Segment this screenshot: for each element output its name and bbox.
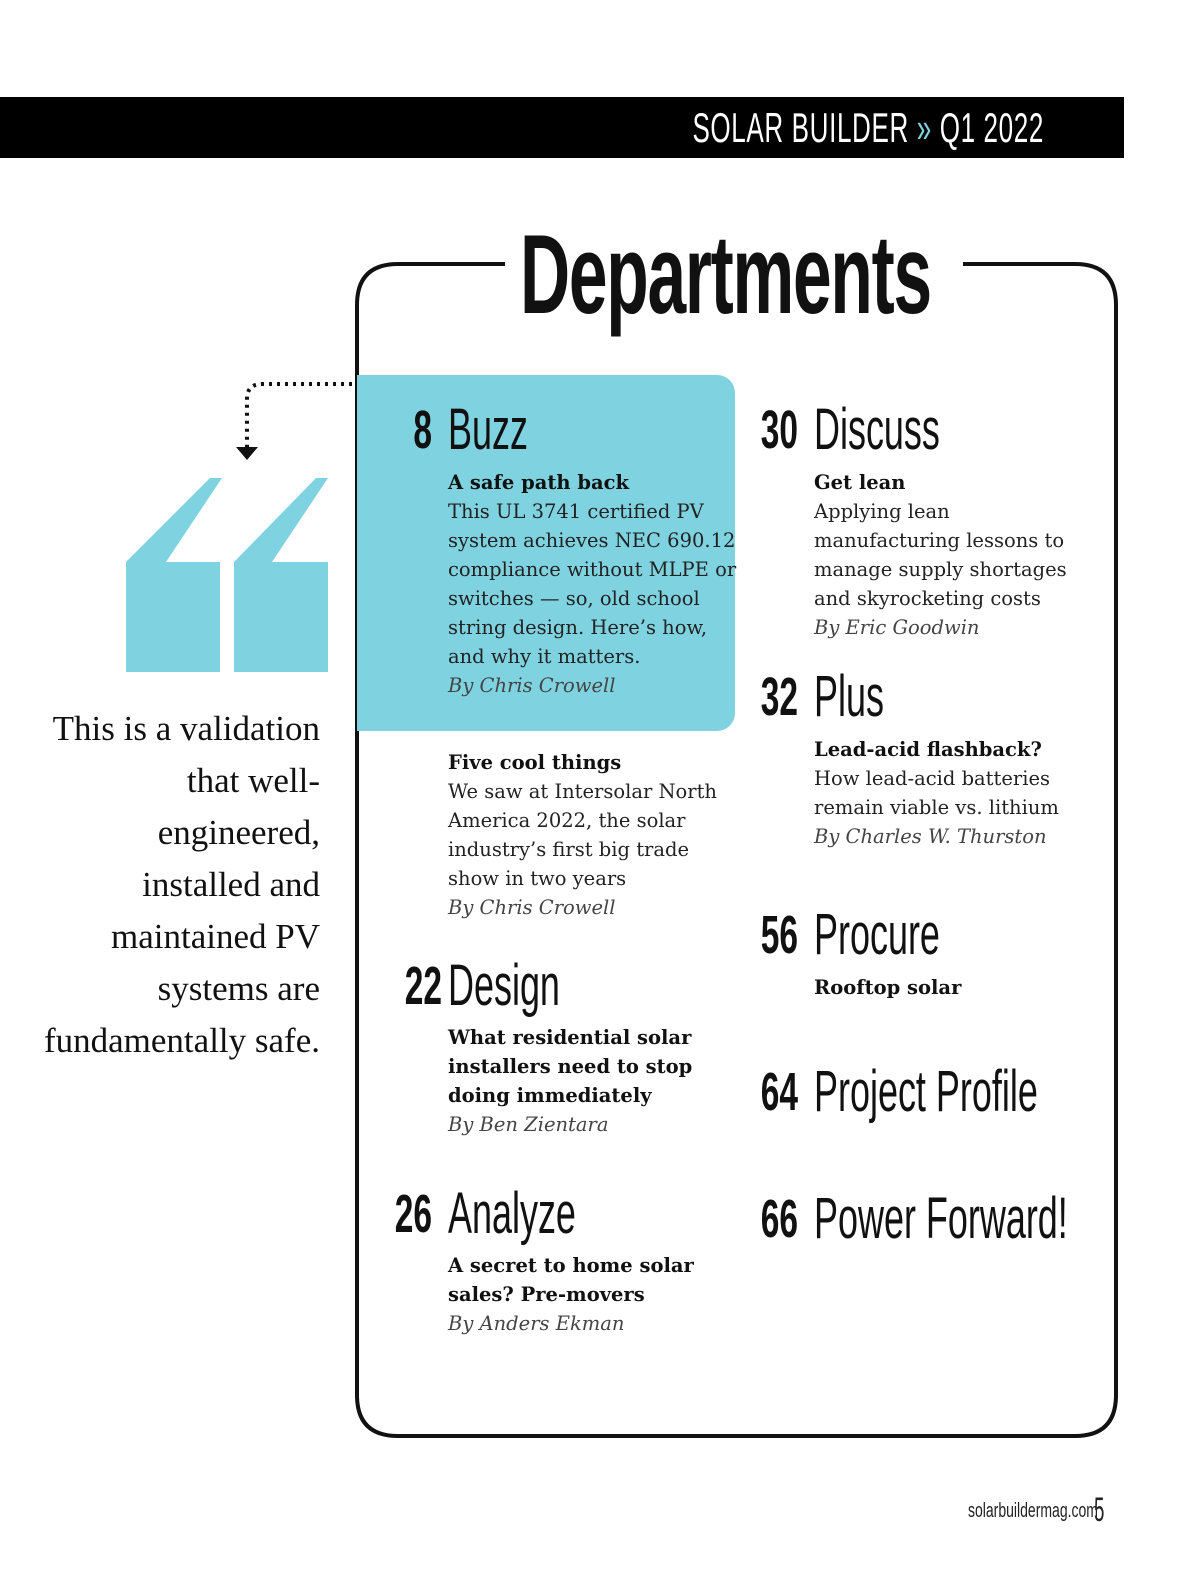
article-description: This UL 3741 certified PV system achieves NEC 690.12 compliance without MLPE or switches — so, old school string design. Here’s how, and why it matters. xyxy=(448,500,737,668)
article-title: What residential solar installers need to stop doing immediately xyxy=(448,1026,693,1107)
quote-mark-icon xyxy=(120,478,330,674)
section-name: Plus xyxy=(814,664,884,729)
article-byline: By Chris Crowell xyxy=(448,896,616,919)
page-title: Departments xyxy=(520,212,931,337)
article-lead-acid-flashback[interactable] xyxy=(814,735,1084,851)
article-safe-path-back[interactable] xyxy=(448,468,738,700)
article-title: Rooftop solar xyxy=(814,976,962,999)
article-description: Applying lean manufacturing lessons to manage supply shortages and skyrocketing costs xyxy=(814,500,1067,610)
article-byline: By Ben Zientara xyxy=(448,1113,609,1136)
section-name: Buzz xyxy=(448,397,528,462)
separator-icon: » xyxy=(916,104,932,151)
section-page-number: 32 xyxy=(760,667,798,727)
page-number: 5 xyxy=(1094,1491,1105,1529)
article-title: A secret to home solar sales? Pre-movers xyxy=(448,1254,694,1306)
section-name: Analyze xyxy=(448,1181,576,1246)
article-title: A safe path back xyxy=(448,471,630,494)
section-name: Design xyxy=(448,953,560,1018)
section-page-number: 8 xyxy=(413,400,432,460)
article-title: Get lean xyxy=(814,471,906,494)
article-byline: By Charles W. Thurston xyxy=(814,825,1047,848)
publication-name: SOLAR BUILDER xyxy=(692,104,909,151)
article-rooftop-solar[interactable] xyxy=(814,973,1084,1002)
article-byline: By Eric Goodwin xyxy=(814,616,980,639)
section-name: Discuss xyxy=(814,397,940,462)
section-page-number: 26 xyxy=(394,1184,432,1244)
article-residential-installers[interactable] xyxy=(448,1023,723,1139)
article-get-lean[interactable] xyxy=(814,468,1084,642)
section-page-number: 66 xyxy=(760,1189,798,1249)
section-page-number: 64 xyxy=(760,1062,798,1122)
section-page-number: 30 xyxy=(760,400,798,460)
issue-label: Q1 2022 xyxy=(939,104,1044,151)
article-title: Lead-acid flashback? xyxy=(814,738,1042,761)
article-title: Five cool things xyxy=(448,751,622,774)
section-name: Power Forward! xyxy=(814,1186,1068,1251)
footer-url[interactable]: solarbuildermag.com xyxy=(968,1500,1098,1522)
section-name: Project Profile xyxy=(814,1059,1038,1124)
pull-quote: This is a validation that well-engineered, installed and maintained PV systems are fundamentally safe. xyxy=(43,709,320,1060)
article-byline: By Anders Ekman xyxy=(448,1312,625,1335)
section-name: Procure xyxy=(814,902,940,967)
article-pre-movers[interactable] xyxy=(448,1251,708,1338)
article-five-cool-things[interactable] xyxy=(448,748,738,922)
article-description: How lead-acid batteries remain viable vs. lithium xyxy=(814,767,1059,819)
article-byline: By Chris Crowell xyxy=(448,674,616,697)
section-page-number: 56 xyxy=(760,905,798,965)
section-page-number: 22 xyxy=(404,956,442,1016)
article-description: We saw at Intersolar North America 2022, the solar industry’s first big trade show in two years xyxy=(448,780,717,890)
